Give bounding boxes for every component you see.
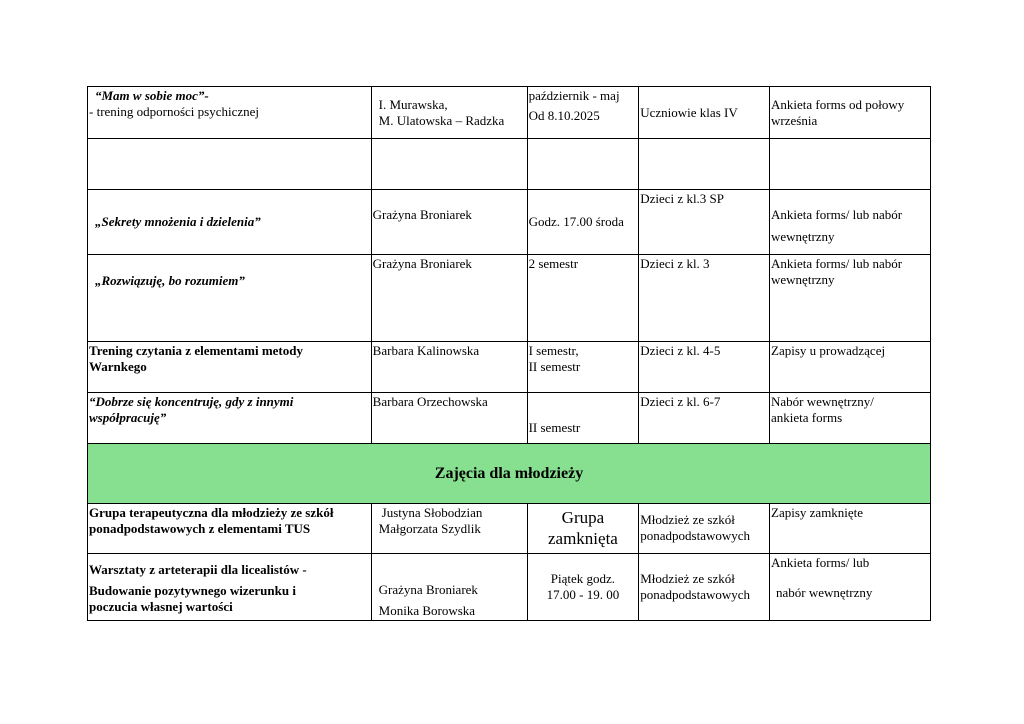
section-header-row — [88, 444, 931, 504]
enrollment-text: Ankieta forms od połowy — [771, 96, 905, 112]
leader-name: Grażyna Broniarek — [372, 256, 472, 271]
empty-cell — [639, 139, 770, 190]
enrollment-text: Zapisy u prowadzącej — [771, 343, 886, 358]
activity-title: “Dobrze się koncentruję, gdy z innymi — [89, 394, 294, 409]
time-cell — [527, 393, 639, 444]
leader-name: I. Murawska, — [378, 96, 448, 112]
time-text: II semestr — [528, 420, 581, 435]
audience-text: ponadpodstawowych — [640, 528, 751, 543]
enrollment-text: wewnętrzny — [771, 229, 835, 244]
audience-text: Dzieci z kl. 6-7 — [640, 394, 721, 409]
activity-title-cell — [88, 255, 372, 342]
enrollment-cell — [770, 393, 931, 444]
audience-text: Uczniowie klas IV — [640, 104, 738, 120]
enrollment-text: września — [771, 112, 818, 128]
table-row — [88, 87, 931, 139]
enrollment-cell — [770, 190, 931, 255]
empty-cell — [371, 139, 527, 190]
time-text: Od 8.10.2025 — [528, 108, 600, 123]
enrollment-cell — [770, 255, 931, 342]
activities-table — [87, 86, 931, 621]
audience-cell — [639, 393, 770, 444]
activity-subtitle: - trening odporności psychicznej — [89, 104, 260, 119]
activity-title: poczucia własnej wartości — [89, 599, 233, 614]
activity-title: „Rozwiązuję, bo rozumiem” — [95, 273, 245, 288]
activity-title: Trening czytania z elementami metody — [89, 343, 303, 358]
time-text: II semestr — [528, 359, 581, 374]
audience-text: Dzieci z kl.3 SP — [640, 191, 725, 206]
table-row — [88, 342, 931, 393]
enrollment-text: Nabór wewnętrzny/ — [771, 394, 874, 409]
leader-name: Grażyna Broniarek — [378, 582, 478, 597]
leader-cell — [371, 255, 527, 342]
leader-name: Grażyna Broniarek — [372, 207, 472, 222]
activity-title: “Mam w sobie moc”- — [95, 88, 209, 103]
activity-title: współpracuję” — [89, 410, 167, 425]
leader-cell — [371, 393, 527, 444]
audience-cell — [639, 342, 770, 393]
leader-name: Barbara Orzechowska — [372, 394, 488, 409]
table-row — [88, 190, 931, 255]
table-row — [88, 504, 931, 554]
enrollment-cell — [770, 554, 931, 621]
leader-cell — [371, 554, 527, 621]
audience-text: Młodzież ze szkół — [640, 512, 735, 527]
time-text: zamknięta — [547, 529, 618, 548]
audience-cell — [639, 190, 770, 255]
time-cell — [527, 504, 639, 554]
activity-title: Warnkego — [89, 359, 147, 374]
time-text: Grupa — [561, 508, 605, 527]
time-cell — [527, 554, 639, 621]
empty-cell — [88, 139, 372, 190]
enrollment-text: Zapisy zamknięte — [771, 505, 864, 520]
table-row — [88, 255, 931, 342]
enrollment-text: Ankieta forms/ lub nabór — [771, 207, 903, 222]
time-text: I semestr, — [528, 343, 579, 358]
time-cell — [527, 342, 639, 393]
activity-title-cell — [88, 87, 372, 139]
empty-row — [88, 139, 931, 190]
time-text: 2 semestr — [528, 256, 579, 271]
leader-cell — [371, 87, 527, 139]
audience-cell — [639, 554, 770, 621]
time-cell — [527, 255, 639, 342]
activity-title-cell — [88, 190, 372, 255]
leader-cell — [371, 190, 527, 255]
empty-cell — [527, 139, 639, 190]
audience-cell — [639, 504, 770, 554]
time-text: Piątek godz. — [550, 571, 616, 586]
leader-name: Monika Borowska — [378, 603, 476, 618]
leader-name: Małgorzata Szydlik — [378, 521, 481, 536]
leader-name: Justyna Słobodzian — [381, 505, 483, 520]
activity-title: „Sekrety mnożenia i dzielenia” — [95, 214, 261, 229]
section-header: Zajęcia dla młodzieży — [88, 444, 931, 504]
leader-name: Barbara Kalinowska — [372, 343, 480, 358]
activity-title: Grupa terapeutyczna dla młodzieży ze szkół — [89, 505, 334, 520]
audience-cell — [639, 87, 770, 139]
audience-text: Dzieci z kl. 3 — [640, 256, 710, 271]
activity-title-cell — [88, 504, 372, 554]
activity-title: ponadpodstawowych z elementami TUS — [89, 521, 311, 536]
time-text: Godz. 17.00 środa — [528, 214, 624, 229]
time-cell — [527, 190, 639, 255]
enrollment-text: nabór wewnętrzny — [776, 585, 873, 600]
enrollment-cell — [770, 504, 931, 554]
audience-text: ponadpodstawowych — [640, 587, 751, 602]
enrollment-text: ankieta forms — [771, 410, 843, 425]
table-row — [88, 554, 931, 621]
enrollment-text: Ankieta forms/ lub — [771, 555, 870, 570]
time-cell — [527, 87, 639, 139]
activity-title-cell — [88, 393, 372, 444]
leader-cell — [371, 342, 527, 393]
leader-name: M. Ulatowska – Radzka — [378, 112, 505, 128]
time-text: październik - maj — [528, 88, 620, 103]
time-text: 17.00 - 19. 00 — [546, 587, 620, 602]
audience-text: Młodzież ze szkół — [640, 571, 735, 586]
activity-title-cell — [88, 342, 372, 393]
audience-cell — [639, 255, 770, 342]
activity-title: Budowanie pozytywnego wizerunku i — [89, 583, 296, 598]
enrollment-cell — [770, 342, 931, 393]
empty-cell — [770, 139, 931, 190]
enrollment-text: wewnętrzny — [771, 272, 835, 287]
activity-title: Warsztaty z arteterapii dla licealistów - — [89, 562, 307, 577]
audience-text: Dzieci z kl. 4-5 — [640, 343, 721, 358]
table-row — [88, 393, 931, 444]
enrollment-cell — [770, 87, 931, 139]
leader-cell — [371, 504, 527, 554]
enrollment-text: Ankieta forms/ lub nabór — [771, 256, 903, 271]
activity-title-cell — [88, 554, 372, 621]
